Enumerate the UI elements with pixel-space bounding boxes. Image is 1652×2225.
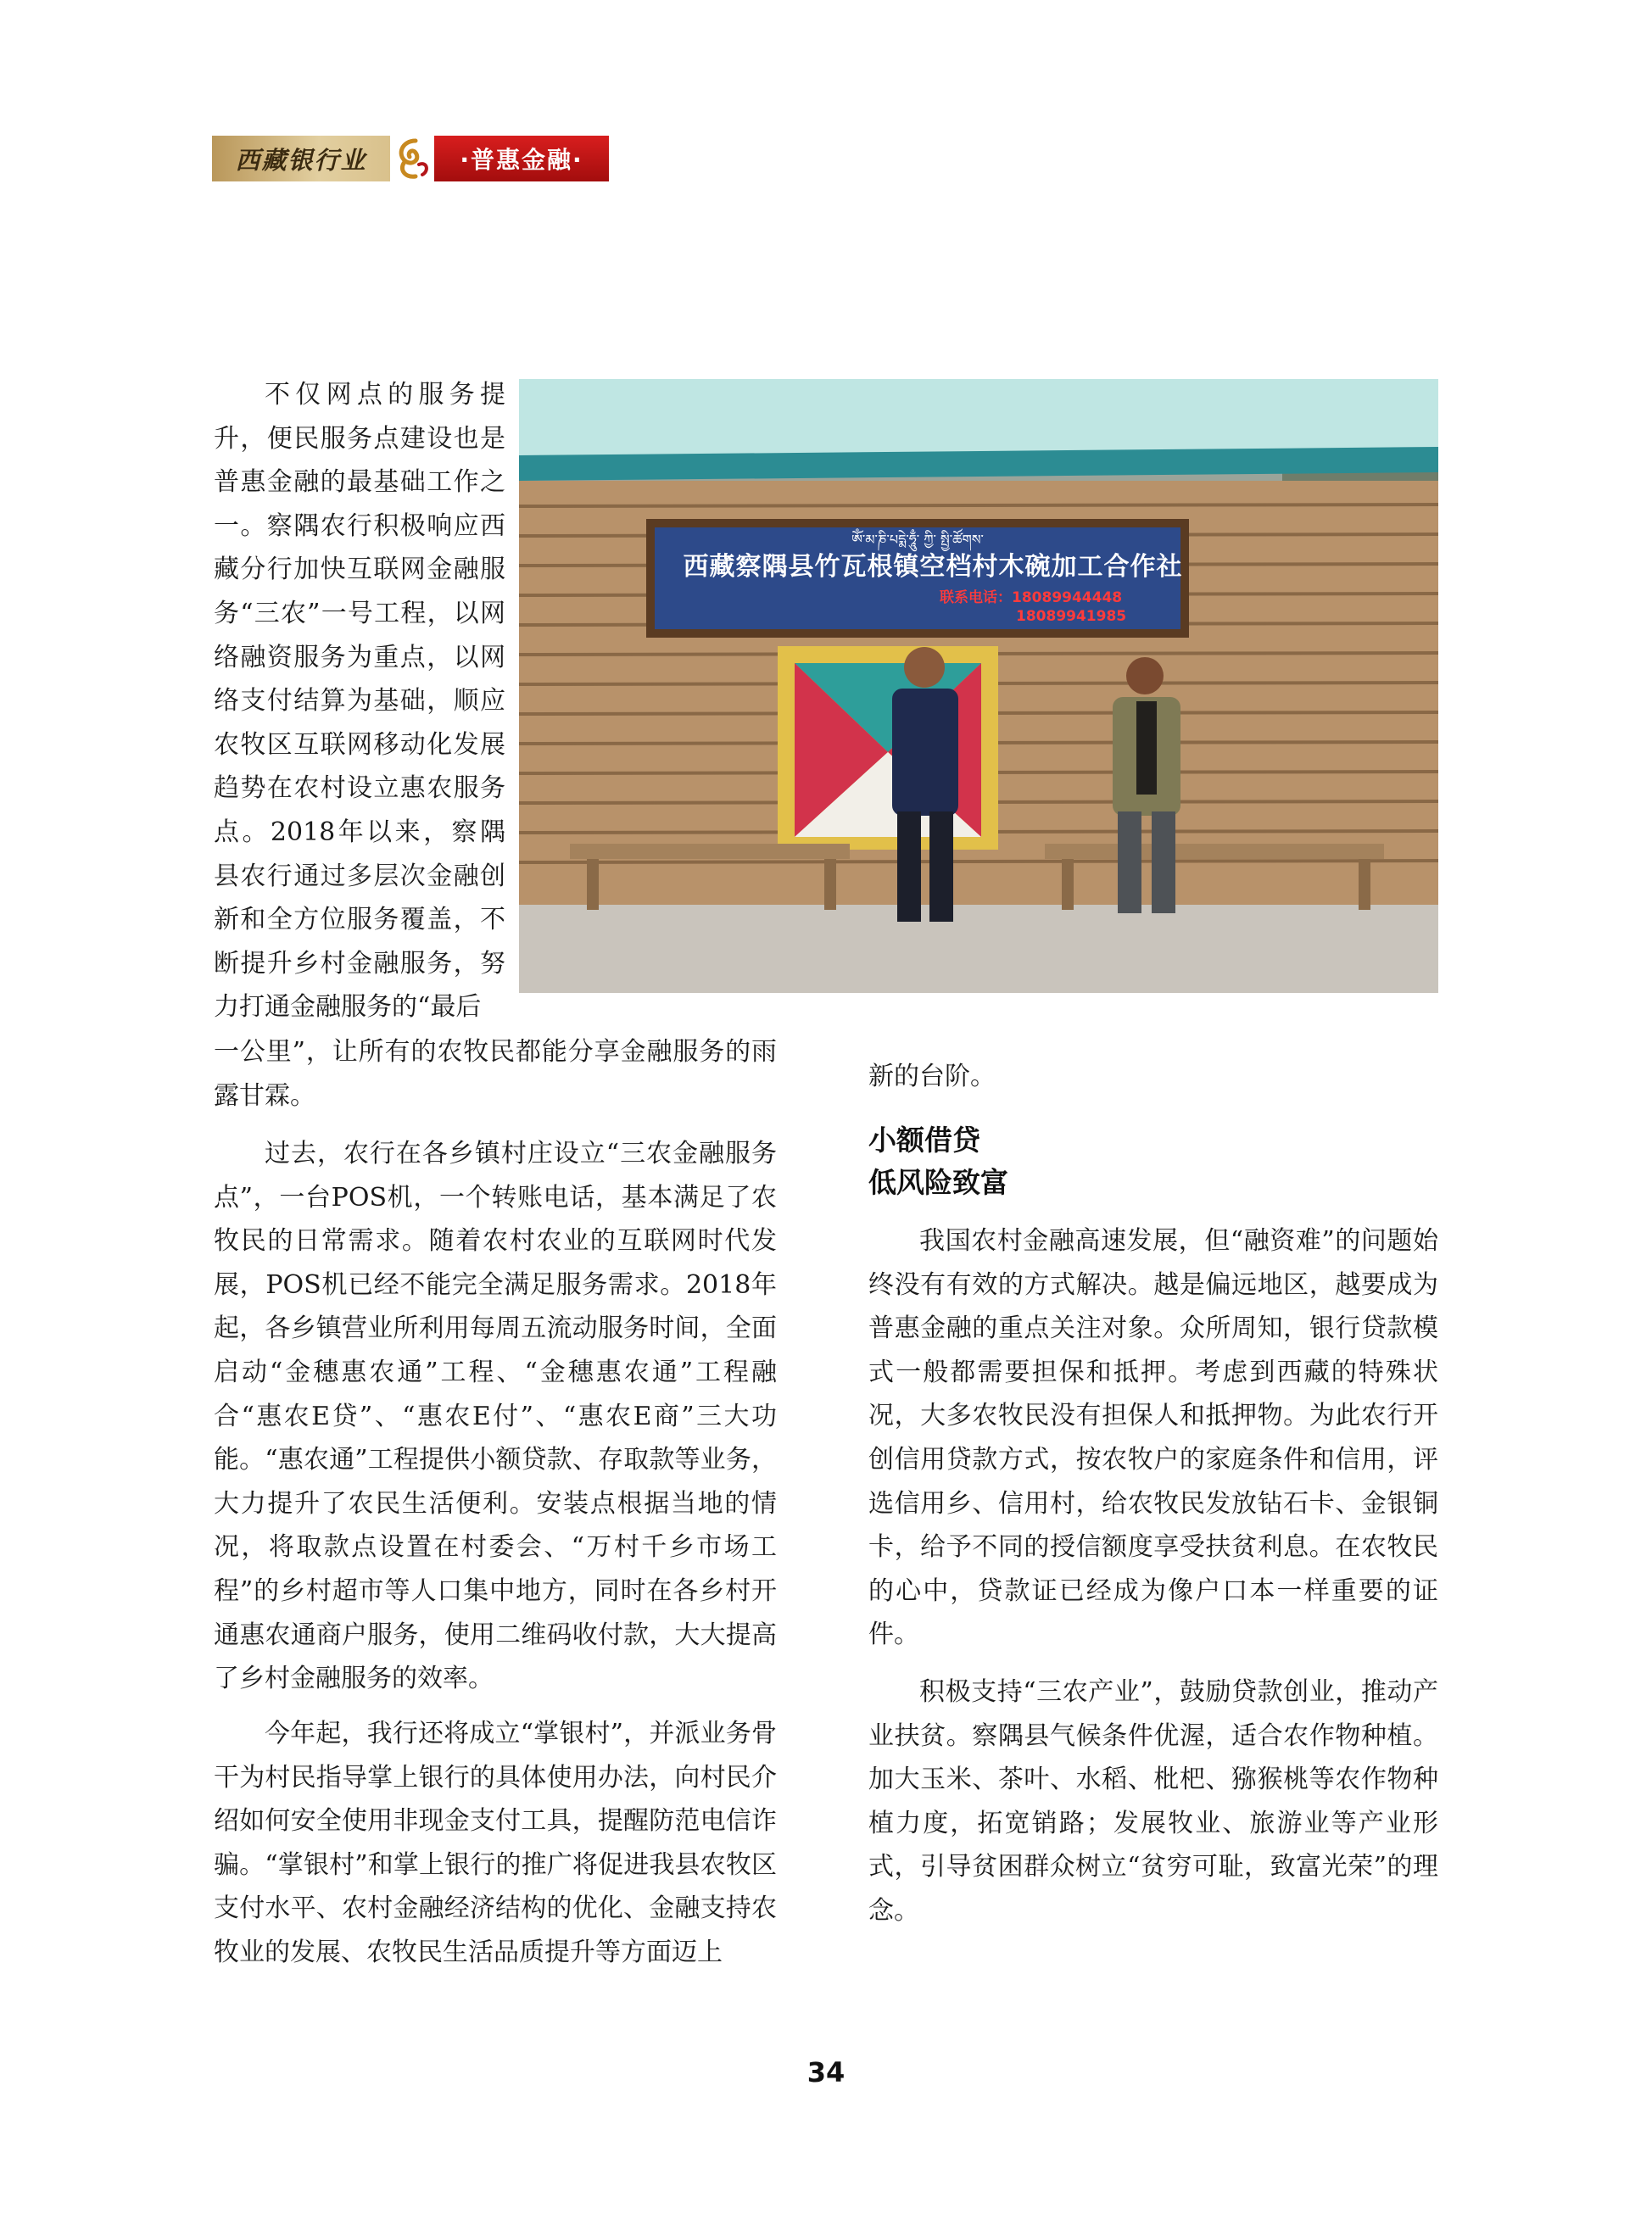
paragraph-1-continued: 一公里”，让所有的农牧民都能分享金融服务的雨露甘霖。 — [214, 1037, 777, 1111]
svg-text:ༀ་མ་ཎི་པདྨེ་ཧཱུྃ་ ཀྱི་ སྤྱི་ཚོ: ༀ་མ་ཎི་པདྨེ་ཧཱུྃ་ ཀྱི་ སྤྱི་ཚོགས་ — [851, 532, 984, 548]
paragraph-1: 不仅网点的服务提升，便民服务点建设也是普惠金融的最基础工作之一。察隅农行积极响应西藏分行加快互联网金融服务“三农”一号工程，以网络融资服务为重点，以网络支付结算为基础，顺应农牧区互联网移动化发展趋势在农村设立惠农服务点。2018年以来，察隅县农行通过多层次金融创新和全方位服务覆盖，不断提升乡村金融服务，努力打通金融服务的“最后 — [214, 380, 505, 1023]
paragraph-3-continued: 新的台阶。 — [868, 1062, 996, 1091]
paragraph-4: 我国农村金融高速发展，但“融资难”的问题始终没有有效的方式解决。越是偏远地区，越要成为普惠金融的重点关注对象。众所周知，银行贷款模式一般都需要担保和抵押。考虑到西藏的特殊状况，大多农牧民没有担保人和抵押物。为此农行开创信用贷款方式，按农牧户的家庭条件和信用，评选信用乡、信用村，给农牧民发放钻石卡、金银铜卡，给予不同的授信额度享受扶贫利息。在农牧民的心中，贷款证已经成为像户口本一样重要的证件。 — [868, 1226, 1438, 1650]
sign-title: 西藏察隅县竹瓦根镇空档村木碗加工合作社 — [683, 552, 1183, 582]
paragraph-2: 过去，农行在各乡镇村庄设立“三农金融服务点”，一台POS机，一个转账电话，基本满足了农牧民的日常需求。随着农村农业的互联网时代发展，POS机已经不能完全满足服务需求。2018年起，各乡镇营业所利用每周五流动服务时间，全面启动“金穗惠农通”工程、“金穗惠农通”工程融合“惠农E贷”、“惠农E付”、“惠农E商”三大功能。“惠农通”工程提供小额贷款、存取款等业务，大力提升了农民生活便利。安装点根据当地的情况，将取款点设置在村委会、“万村千乡市场工程”的乡村超市等人口集中地方，同时在各乡村开通惠农通商户服务，使用二维码收付款，大大提高了乡村金融服务的效率。 — [214, 1139, 777, 1694]
magazine-title: 西藏银行业 — [212, 136, 390, 181]
sign-phone-label: 联系电话： — [940, 589, 1012, 606]
sign-phone-1: 18089944448 — [1012, 589, 1123, 606]
article-photo — [519, 379, 1438, 993]
paragraph-5: 积极支持“三农产业”，鼓励贷款创业，推动产业扶贫。察隅县气候条件优渥，适合农作物种植。加大玉米、茶叶、水稻、枇杷、猕猴桃等农作物种植力度，拓宽销路；发展牧业、旅游业等产业形式，引导贫困群众树立“贫穷可耻，致富光荣”的理念。 — [868, 1677, 1438, 1926]
section-heading — [868, 1119, 1438, 1204]
sign-phone — [940, 588, 1194, 626]
paragraph-3: 今年起，我行还将成立“掌银村”，并派业务骨干为村民指导掌上银行的具体使用办法，向村民介绍如何安全使用非现金支付工具，提醒防范电信诈骗。“掌银村”和掌上银行的推广将促进我县农牧区支付水平、农村金融经济结构的优化、金融支持农牧业的发展、农牧民生活品质提升等方面迈上 — [214, 1719, 777, 1967]
magazine-logo-icon — [390, 136, 434, 181]
column-label: ·普惠金融· — [434, 136, 609, 181]
heading-line-1: 小额借贷 — [868, 1124, 980, 1157]
heading-line-2: 低风险致富 — [868, 1166, 1008, 1199]
header-banner — [212, 136, 609, 181]
page-number: 34 — [806, 2056, 846, 2088]
sign-phone-2: 18089941985 — [1016, 608, 1127, 625]
